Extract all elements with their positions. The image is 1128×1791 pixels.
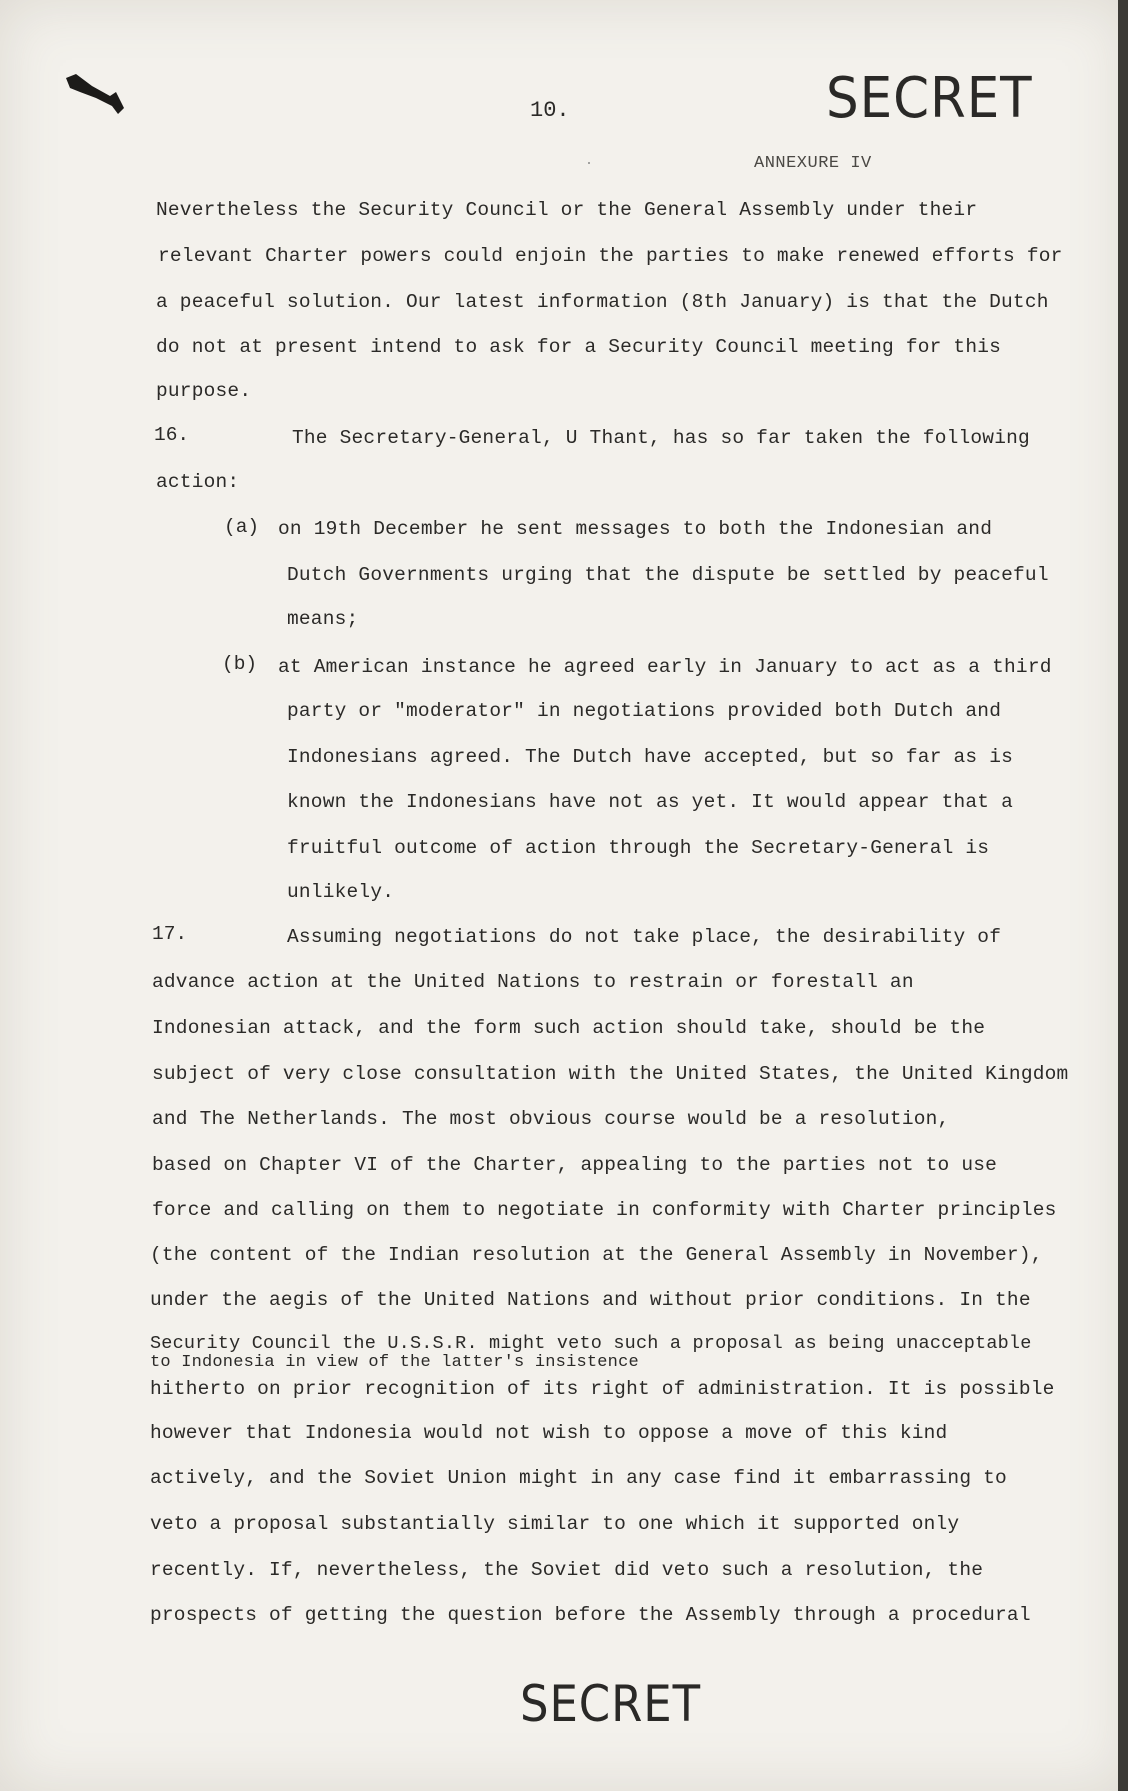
list-item-label: (a) xyxy=(224,516,260,538)
body-line: fruitful outcome of action through the Secretary-General is xyxy=(287,837,990,859)
classification-header: SECRET xyxy=(826,66,1033,131)
body-line: action: xyxy=(156,471,240,493)
page-number: 10. xyxy=(530,98,570,123)
body-line: relevant Charter powers could enjoin the parties to make renewed efforts for xyxy=(158,245,1063,267)
body-line: at American instance he agreed early in January to act as a third xyxy=(278,656,1052,678)
body-line: actively, and the Soviet Union might in any case find it embarrassing to xyxy=(150,1467,1007,1489)
body-line: Security Council the U.S.S.R. might veto such a proposal as being unacceptable xyxy=(150,1333,1032,1354)
body-line: The Secretary-General, U Thant, has so far taken the following xyxy=(292,427,1030,449)
list-item-label: (b) xyxy=(222,653,258,675)
body-line: advance action at the United Nations to restrain or forestall an xyxy=(152,971,914,993)
body-line: veto a proposal substantially similar to one which it supported only xyxy=(150,1513,960,1535)
body-line: subject of very close consultation with the United States, the United Kingdom xyxy=(152,1063,1069,1085)
paragraph-number: 17. xyxy=(152,923,188,945)
body-line: purpose. xyxy=(156,380,252,402)
body-line: Nevertheless the Security Council or the General Assembly under their xyxy=(156,199,978,221)
paragraph-number: 16. xyxy=(154,424,190,446)
body-line: force and calling on them to negotiate in conformity with Charter principles xyxy=(152,1199,1057,1221)
body-line: and The Netherlands. The most obvious course would be a resolution, xyxy=(152,1108,950,1130)
scan-speck xyxy=(588,162,590,164)
body-line: unlikely. xyxy=(287,881,395,903)
body-line: known the Indonesians have not as yet. It would appear that a xyxy=(287,791,1014,813)
annexure-label: ANNEXURE IV xyxy=(754,154,872,173)
body-line: on 19th December he sent messages to both the Indonesian and xyxy=(278,518,993,540)
body-line: means; xyxy=(287,608,359,630)
body-line: (the content of the Indian resolution at the General Assembly in November), xyxy=(150,1244,1043,1266)
body-line: recently. If, nevertheless, the Soviet did veto such a resolution, the xyxy=(150,1559,984,1581)
staple-mark-icon xyxy=(62,70,132,130)
body-line: do not at present intend to ask for a Security Council meeting for this xyxy=(156,336,1002,358)
body-line: Indonesians agreed. The Dutch have accepted, but so far as is xyxy=(287,746,1014,768)
classification-footer: SECRET xyxy=(520,1675,702,1733)
body-line: based on Chapter VI of the Charter, appealing to the parties not to use xyxy=(152,1154,998,1176)
body-line: Assuming negotiations do not take place, the desirability of xyxy=(287,926,1002,948)
body-line: prospects of getting the question before the Assembly through a procedural xyxy=(150,1604,1031,1626)
body-line: party or "moderator" in negotiations provided both Dutch and xyxy=(287,700,1002,722)
body-line: however that Indonesia would not wish to oppose a move of this kind xyxy=(150,1422,948,1444)
body-line: hitherto on prior recognition of its right of administration. It is possible xyxy=(150,1378,1055,1400)
body-line: Indonesian attack, and the form such action should take, should be the xyxy=(152,1017,986,1039)
body-line: under the aegis of the United Nations and without prior conditions. In the xyxy=(150,1289,1031,1311)
body-line: to Indonesia in view of the latter's insistence xyxy=(150,1353,639,1372)
body-line: a peaceful solution. Our latest information (8th January) is that the Dutch xyxy=(156,291,1049,313)
body-line: Dutch Governments urging that the dispute be settled by peaceful xyxy=(287,564,1049,586)
